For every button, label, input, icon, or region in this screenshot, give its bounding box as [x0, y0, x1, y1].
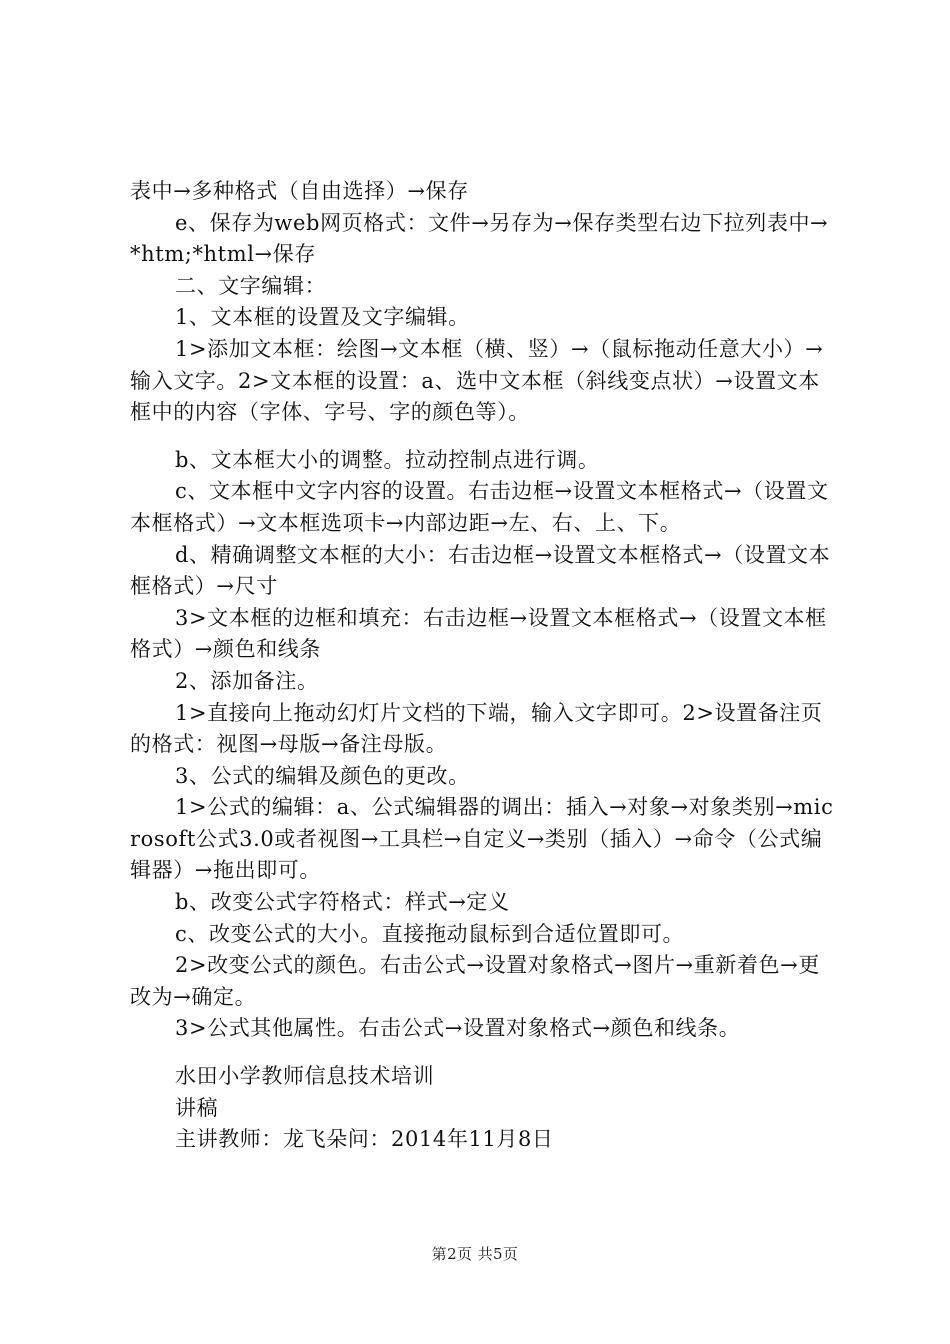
subheading-textbox: 1、文本框的设置及文字编辑。 [175, 305, 470, 330]
paragraph-textbox-border-fill: 3>文本框的边框和填充：右击边框→设置文本框格式→（设置文本框格式）→颜色和线条 [130, 605, 827, 662]
paragraph-formula-editor: 1>公式的编辑：a、公式编辑器的调出：插入→对象→对象类别→microsoft公式3.0或者视图→工具栏→自定义→类别（插入）→命令（公式编辑器）→拖出即可。 [130, 795, 834, 883]
paragraph-formula-size: c、改变公式的大小。直接拖动鼠标到合适位置即可。 [175, 921, 685, 946]
paragraph-save-formats-cont: 表中→多种格式（自由选择）→保存 [130, 179, 469, 203]
subheading-formula: 3、公式的编辑及颜色的更改。 [175, 763, 470, 788]
paragraph-formula-other: 3>公式其他属性。右击公式→设置对象格式→颜色和线条。 [175, 1016, 741, 1041]
paragraph-textbox-size: b、文本框大小的调整。拉动控制点进行调。 [175, 447, 600, 472]
document-body [130, 176, 835, 1156]
paragraph-notes: 1>直接向上拖动幻灯片文档的下端，输入文字即可。2>设置备注页的格式：视图→母版→备注母版。 [130, 700, 823, 757]
signature-lecture: 讲稿 [175, 1095, 219, 1120]
paragraph-save-web: e、保存为web网页格式：文件→另存为→保存类型右边下拉列表中→*htm;*html→保存 [130, 210, 829, 267]
signature-school: 水田小学教师信息技术培训 [175, 1064, 435, 1089]
paragraph-textbox-content: c、文本框中文字内容的设置。右击边框→设置文本框格式→（设置文本框格式）→文本框选项卡→内部边距→左、右、上、下。 [130, 479, 829, 535]
signature-teacher-date: 主讲教师：龙飞朵问：2014年11月8日 [175, 1127, 554, 1152]
section-heading-text-editing: 二、文字编辑： [175, 273, 327, 298]
paragraph-formula-style: b、改变公式字符格式：样式→定义 [175, 890, 510, 915]
subheading-add-notes: 2、添加备注。 [175, 668, 319, 693]
page-footer: 第2页 共5页 [431, 1245, 519, 1263]
paragraph-formula-color: 2>改变公式的颜色。右击公式→设置对象格式→图片→重新着色→更改为→确定。 [130, 953, 820, 1009]
paragraph-textbox-precise-size: d、精确调整文本框的大小：右击边框→设置文本框格式→（设置文本框格式）→尺寸 [130, 542, 831, 599]
paragraph-add-textbox: 1>添加文本框：绘图→文本框（横、竖）→（鼠标拖动任意大小）→输入文字。2>文本框的设置：a、选中文本框（斜线变点状）→设置文本框中的内容（字体、字号、字的颜色等）。 [130, 336, 824, 425]
